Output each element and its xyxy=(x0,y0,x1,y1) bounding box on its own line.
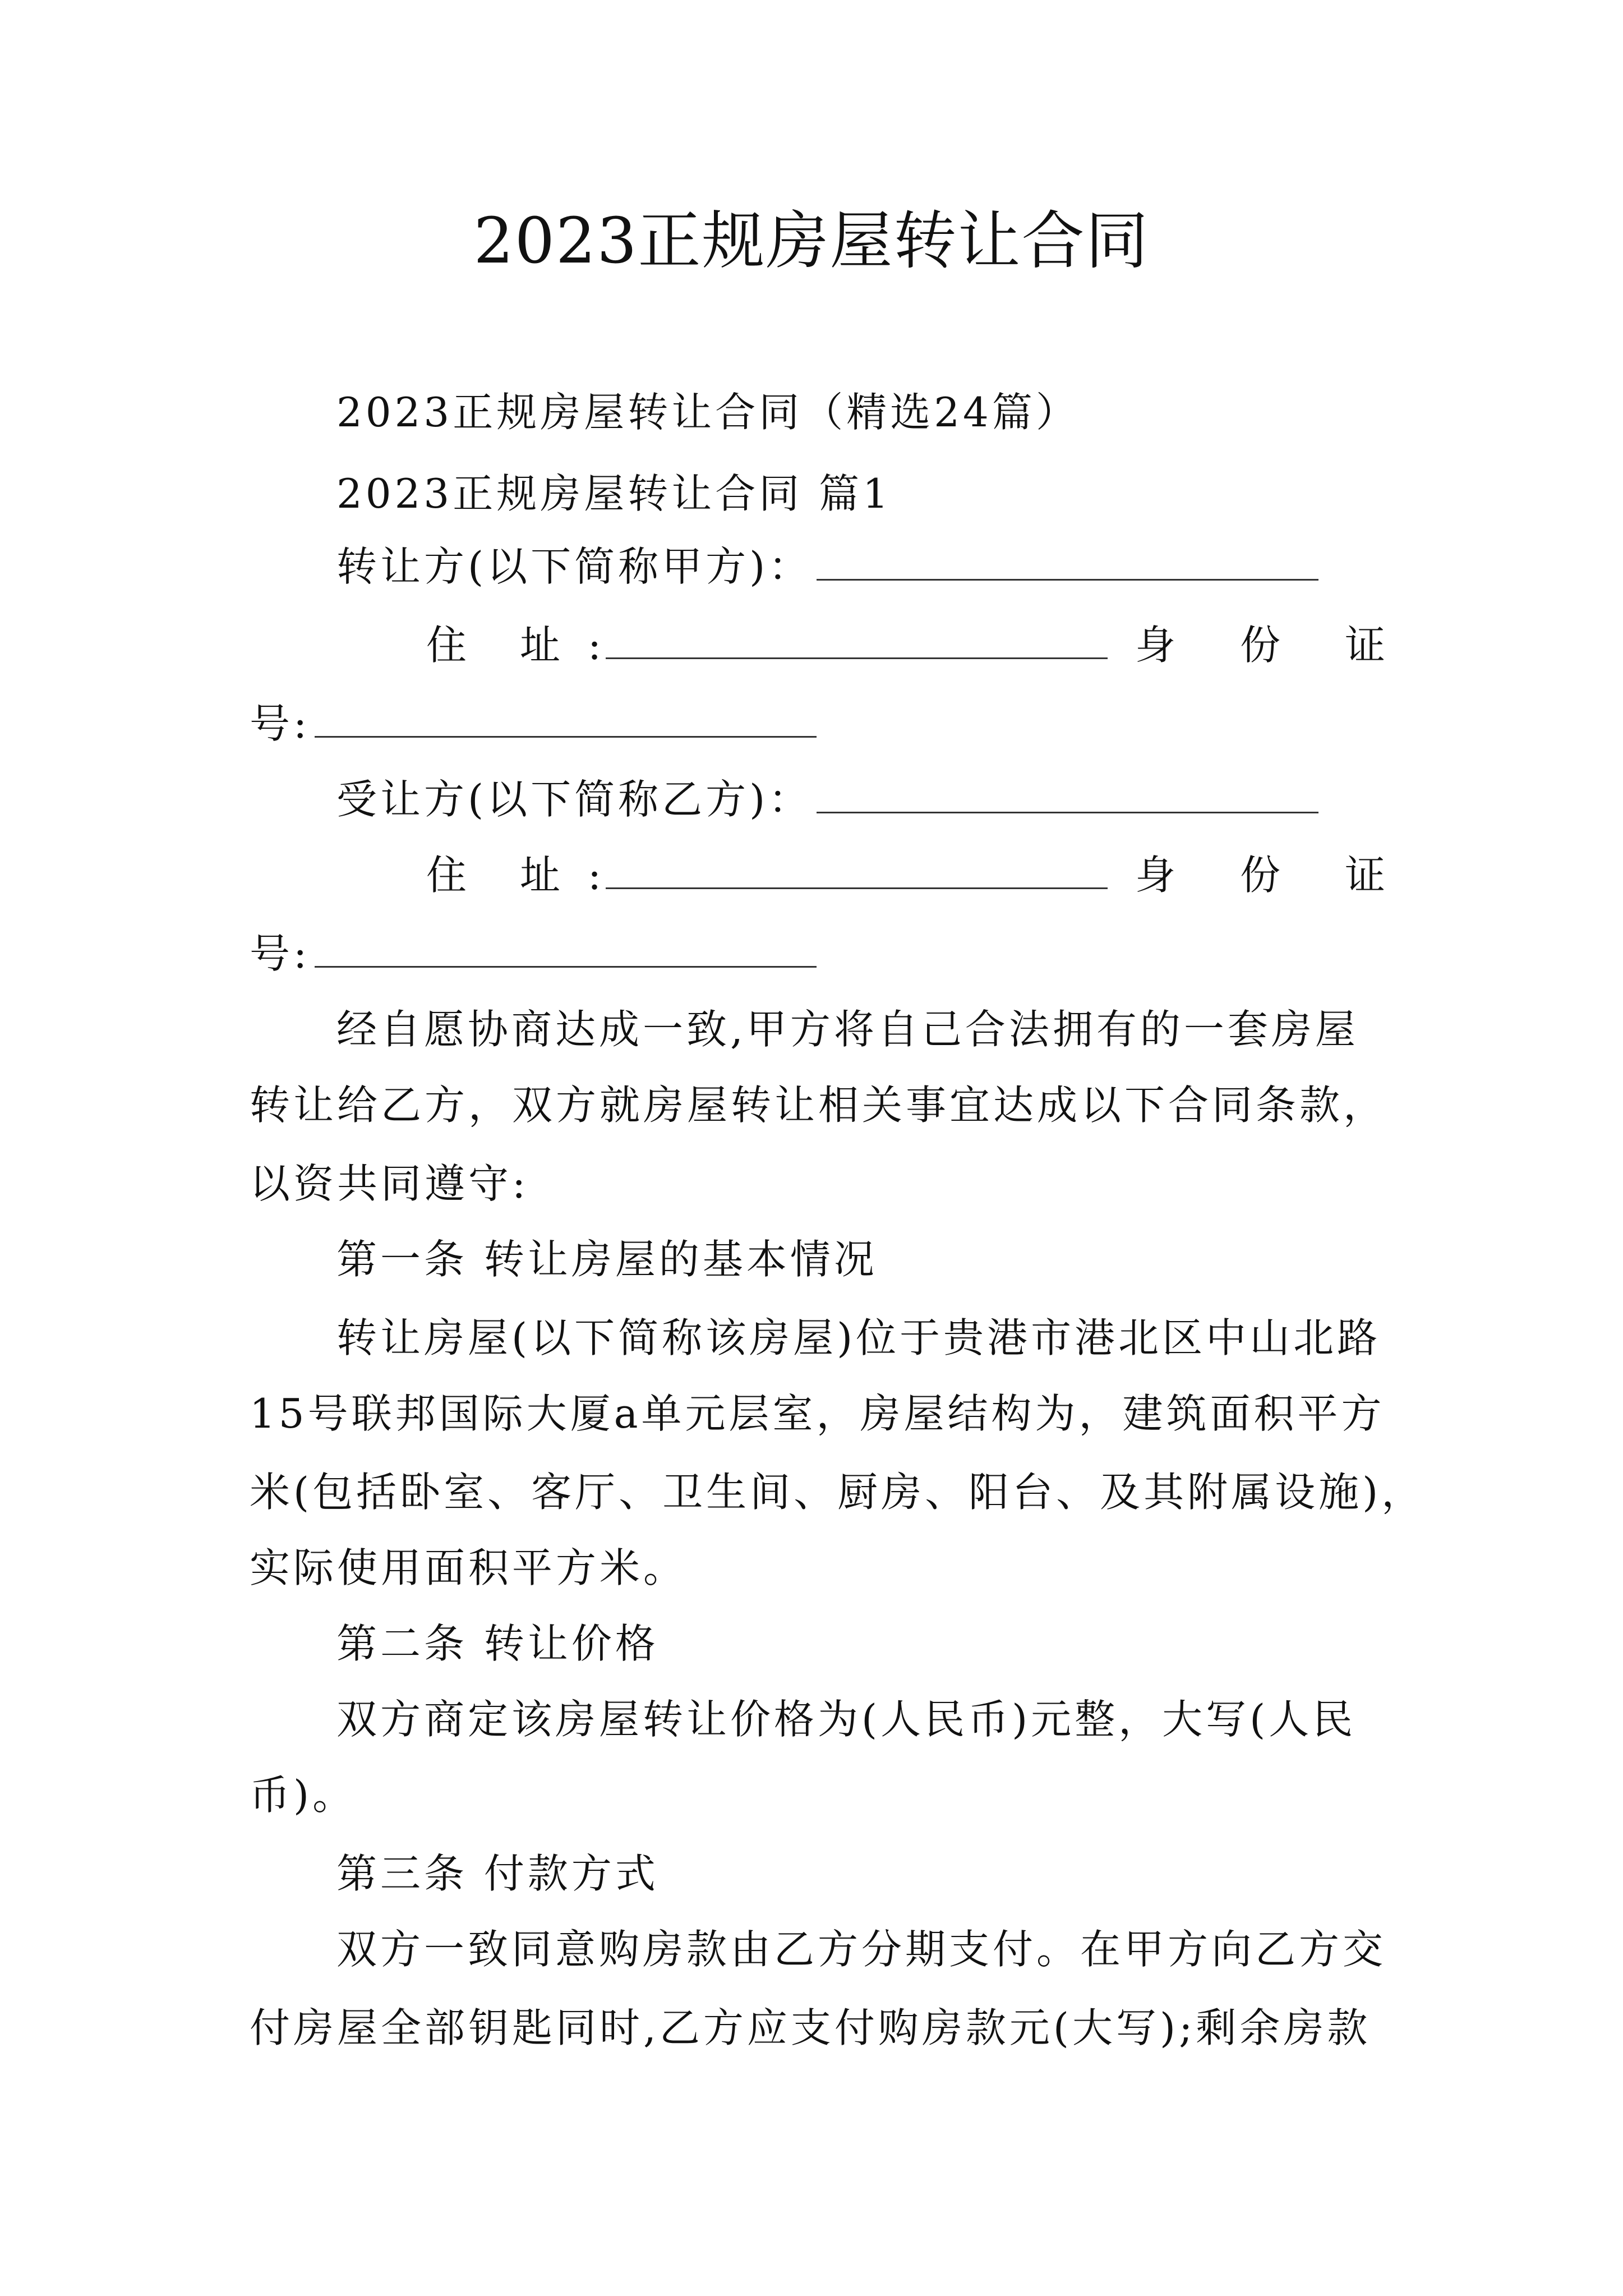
transferee-address-blank[interactable] xyxy=(606,854,1108,889)
address-field: : xyxy=(588,617,1108,673)
article-2-line-1: 双方商定该房屋转让价格为(人民币)元整，大写(人民 xyxy=(336,1696,1357,1743)
article-3-title: 第三条 付款方式 xyxy=(336,1850,659,1897)
transferor-address-blank[interactable] xyxy=(606,624,1108,659)
intro-line-2: 转让给乙方，双方就房屋转让相关事宜达成以下合同条款， xyxy=(250,1082,1387,1129)
article-1-line-2: 15号联邦国际大厦a单元层室，房屋结构为，建筑面积平方 xyxy=(250,1390,1385,1437)
document-title: 2023正规房屋转让合同 xyxy=(473,205,1150,278)
transferor-line xyxy=(336,539,1318,595)
transferee-id-line xyxy=(250,926,817,982)
address-label: 住 址 xyxy=(426,622,561,669)
transferee-label: 受让方(以下简称乙方)： xyxy=(336,776,813,823)
article-1-line-1: 转让房屋(以下简称该房屋)位于贵港市港北区中山北路 xyxy=(336,1314,1381,1361)
transferee-id-blank[interactable] xyxy=(315,932,817,968)
article-2-line-2: 币)。 xyxy=(250,1772,357,1819)
address-label: 住 址 xyxy=(426,852,561,899)
id-label: 身 份 证 xyxy=(1135,622,1385,669)
transferee-address-row xyxy=(426,847,1385,903)
transferor-address-row xyxy=(426,617,1385,673)
intro-line-1: 经自愿协商达成一致,甲方将自己合法拥有的一套房屋 xyxy=(336,1006,1359,1053)
id-tail-label: 号: xyxy=(250,700,311,747)
transferor-id-blank[interactable] xyxy=(315,702,817,738)
intro-line-3: 以资共同遵守: xyxy=(250,1160,529,1207)
id-tail-label: 号: xyxy=(250,930,311,977)
article-2-title: 第二条 转让价格 xyxy=(336,1620,659,1667)
article-3-line-1: 双方一致同意购房款由乙方分期支付。在甲方向乙方交 xyxy=(336,1926,1387,1973)
article-3-line-2: 付房屋全部钥匙同时,乙方应支付购房款元(大写);剩余房款 xyxy=(250,2004,1371,2051)
id-label: 身 份 证 xyxy=(1135,852,1385,899)
transferor-id-line xyxy=(250,696,817,752)
chapter-heading: 2023正规房屋转让合同 篇1 xyxy=(336,470,892,517)
transferor-label: 转让方(以下简称甲方)： xyxy=(336,543,813,590)
subtitle: 2023正规房屋转让合同（精选24篇） xyxy=(336,389,1080,436)
transferee-line xyxy=(336,771,1318,827)
transferee-name-blank[interactable] xyxy=(817,778,1318,813)
article-1-line-3: 米(包括卧室、客厅、卫生间、厨房、阳台、及其附属设施)， xyxy=(250,1469,1426,1516)
article-1-line-4: 实际使用面积平方米。 xyxy=(250,1544,688,1591)
transferor-name-blank[interactable] xyxy=(817,545,1318,581)
address-field: : xyxy=(588,847,1108,903)
article-1-title: 第一条 转让房屋的基本情况 xyxy=(336,1236,878,1283)
